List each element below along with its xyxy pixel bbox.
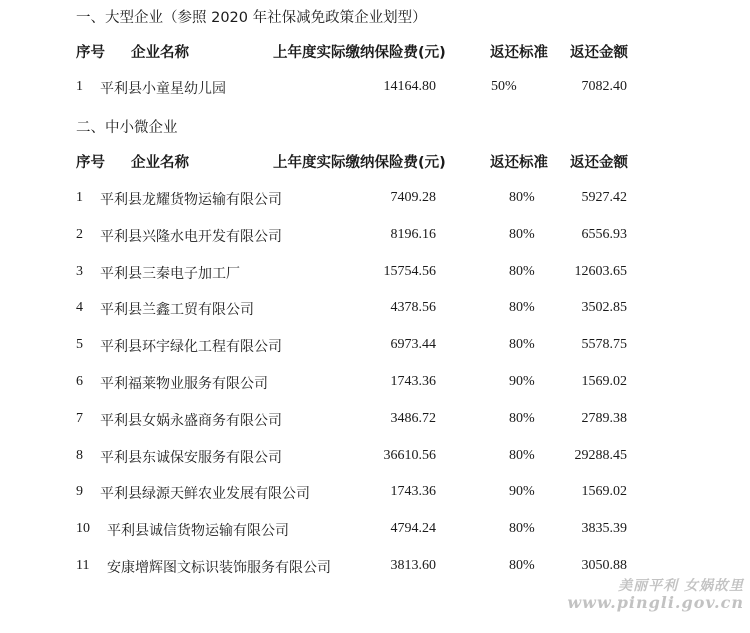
row-amount: 2789.38: [581, 411, 627, 426]
row-amount: 12603.65: [574, 264, 627, 279]
col-header-amount: 返还金额: [570, 45, 628, 61]
row-premium: 36610.56: [383, 448, 436, 463]
row-company-name: 平利县小童星幼儿园: [100, 81, 226, 97]
row-rate: 80%: [509, 521, 535, 536]
row-rate: 80%: [509, 448, 535, 463]
row-no: 7: [76, 411, 83, 426]
row-rate: 90%: [509, 374, 535, 389]
col-header-name: 企业名称: [131, 45, 189, 61]
row-rate: 80%: [509, 300, 535, 315]
row-no: 1: [76, 79, 83, 94]
row-company-name: 平利福莱物业服务有限公司: [100, 376, 268, 392]
site-watermark: [558, 578, 744, 612]
row-rate: 90%: [509, 484, 535, 499]
col-header-premium: 上年度实际缴纳保险费(元): [273, 155, 446, 171]
row-premium: 4378.56: [390, 300, 436, 315]
row-company-name: 平利县诚信货物运输有限公司: [107, 523, 289, 539]
row-company-name: 平利县绿源天鲜农业发展有限公司: [100, 486, 310, 502]
row-rate: 80%: [509, 411, 535, 426]
row-rate: 80%: [509, 558, 535, 573]
row-no: 6: [76, 374, 83, 389]
row-premium: 1743.36: [390, 374, 436, 389]
row-no: 8: [76, 448, 83, 463]
row-amount: 5578.75: [581, 337, 627, 352]
row-no: 3: [76, 264, 83, 279]
row-premium: 7409.28: [390, 190, 436, 205]
row-amount: 29288.45: [574, 448, 627, 463]
row-no: 11: [76, 558, 90, 573]
row-company-name: 平利县三秦电子加工厂: [100, 266, 240, 282]
col-header-name: 企业名称: [131, 155, 189, 171]
row-premium: 8196.16: [390, 227, 436, 242]
row-rate: 80%: [509, 337, 535, 352]
col-header-no: 序号: [76, 45, 105, 61]
row-amount: 3835.39: [581, 521, 627, 536]
row-no: 5: [76, 337, 83, 352]
watermark-slogan: 美丽平利 女娲故里: [618, 578, 744, 594]
row-premium: 14164.80: [383, 79, 436, 94]
row-rate: 80%: [509, 190, 535, 205]
row-rate: 80%: [509, 227, 535, 242]
row-rate: 50%: [491, 79, 517, 94]
row-amount: 6556.93: [581, 227, 627, 242]
row-amount: 5927.42: [581, 190, 627, 205]
row-no: 9: [76, 484, 83, 499]
row-premium: 3813.60: [390, 558, 436, 573]
row-amount: 1569.02: [581, 484, 627, 499]
section-heading-large-enterprise: 一、大型企业（参照 2020 年社保减免政策企业划型）: [76, 10, 427, 26]
col-header-rate: 返还标准: [490, 45, 548, 61]
watermark-url: www.pingli.gov.cn: [567, 593, 744, 613]
col-header-rate: 返还标准: [490, 155, 548, 171]
row-amount: 7082.40: [581, 79, 627, 94]
section-heading-small-enterprise: 二、中小微企业: [76, 120, 178, 136]
row-company-name: 平利县环宇绿化工程有限公司: [100, 339, 282, 355]
row-premium: 4794.24: [390, 521, 436, 536]
row-premium: 6973.44: [390, 337, 436, 352]
row-amount: 1569.02: [581, 374, 627, 389]
col-header-premium: 上年度实际缴纳保险费(元): [273, 45, 446, 61]
row-company-name: 平利县龙耀货物运输有限公司: [100, 192, 282, 208]
row-rate: 80%: [509, 264, 535, 279]
row-no: 1: [76, 190, 83, 205]
row-company-name: 平利县东诚保安服务有限公司: [100, 450, 282, 466]
col-header-no: 序号: [76, 155, 105, 171]
row-no: 10: [76, 521, 90, 536]
row-company-name: 平利县女娲永盛商务有限公司: [100, 413, 282, 429]
row-no: 2: [76, 227, 83, 242]
row-premium: 1743.36: [390, 484, 436, 499]
row-premium: 15754.56: [383, 264, 436, 279]
row-amount: 3050.88: [581, 558, 627, 573]
row-amount: 3502.85: [581, 300, 627, 315]
row-company-name: 平利县兴隆水电开发有限公司: [100, 229, 282, 245]
col-header-amount: 返还金额: [570, 155, 628, 171]
row-company-name: 安康增辉图文标识装饰服务有限公司: [107, 560, 331, 576]
row-no: 4: [76, 300, 83, 315]
row-premium: 3486.72: [390, 411, 436, 426]
row-company-name: 平利县兰鑫工贸有限公司: [100, 302, 254, 318]
